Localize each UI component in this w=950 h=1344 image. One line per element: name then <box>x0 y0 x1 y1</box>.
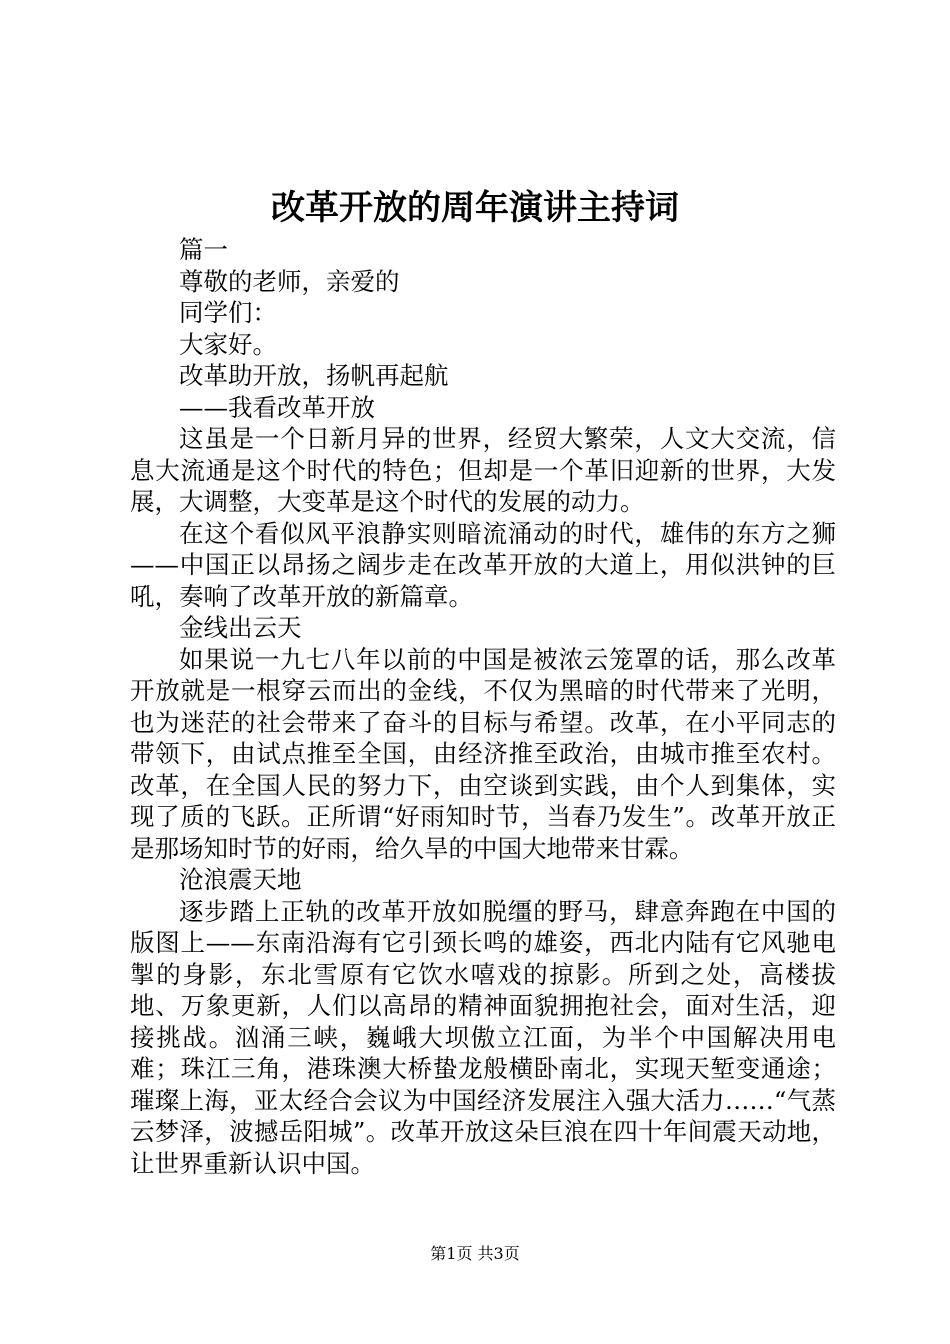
paragraph-greeting: 大家好。 <box>179 329 277 359</box>
paragraph-body: 这虽是一个日新月异的世界，经贸大繁荣，人文大交流，信息大流通是这个时代的特色；但却是一个革旧迎新的世界，大发展，大调整，大变革是这个时代的发展的动力。 <box>130 424 836 516</box>
paragraph-speech-subtitle: ——我看改革开放 <box>179 392 375 422</box>
paragraph-speech-title: 改革助开放，扬帆再起航 <box>179 361 449 390</box>
paragraph-heading-part-one: 篇一 <box>179 235 228 264</box>
paragraph-salutation: 尊敬的老师，亲爱的 <box>179 266 400 296</box>
paragraph-salutation-continued: 同学们： <box>179 298 277 327</box>
paragraph-section-heading: 沧浪震天地 <box>179 865 302 894</box>
document-title: 改革开放的周年演讲主持词 <box>271 188 679 228</box>
paragraph-section-heading: 金线出云天 <box>179 613 302 642</box>
paragraph-body: 逐步踏上正轨的改革开放如脱缰的野马，肆意奔跑在中国的版图上——东南沿海有它引颈长鸣的雄姿，西北内陆有它风驰电掣的身影，东北雪原有它饮水嘻戏的掠影。所到之处，高楼拔地、万象更新，人们以高昂的精神面貌拥抱社会，面对生活，迎接挑战。汹涌三峡，巍峨大坝傲立江面，为半个中国解决用电难；珠江三角，港珠澳大桥蛰龙般横卧南北，实现天堑变通途；璀璨上海，亚太经合会议为中国经济发展注入强大活力……“气蒸云梦泽，波撼岳阳城”。改革开放这朵巨浪在四十年间震天动地，让世界重新认识中国。 <box>130 896 836 1178</box>
page-number-footer: 第1页 共3页 <box>430 1244 520 1263</box>
paragraph-body: 如果说一九七八年以前的中国是被浓云笼罩的话，那么改革开放就是一根穿云而出的金线，不仅为黑暗的时代带来了光明，也为迷茫的社会带来了奋斗的目标与希望。改革，在小平同志的带领下，由试点推至全国，由经济推至政治，由城市推至农村。改革，在全国人民的努力下，由空谈到实践，由个人到集体，实现了质的飞跃。正所谓“好雨知时节，当春乃发生”。改革开放正是那场知时节的好雨，给久旱的中国大地带来甘霖。 <box>130 644 836 863</box>
document-body <box>130 234 836 1179</box>
paragraph-body: 在这个看似风平浪静实则暗流涌动的时代，雄伟的东方之狮——中国正以昂扬之阔步走在改革开放的大道上，用似洪钟的巨吼，奏响了改革开放的新篇章。 <box>130 518 836 611</box>
